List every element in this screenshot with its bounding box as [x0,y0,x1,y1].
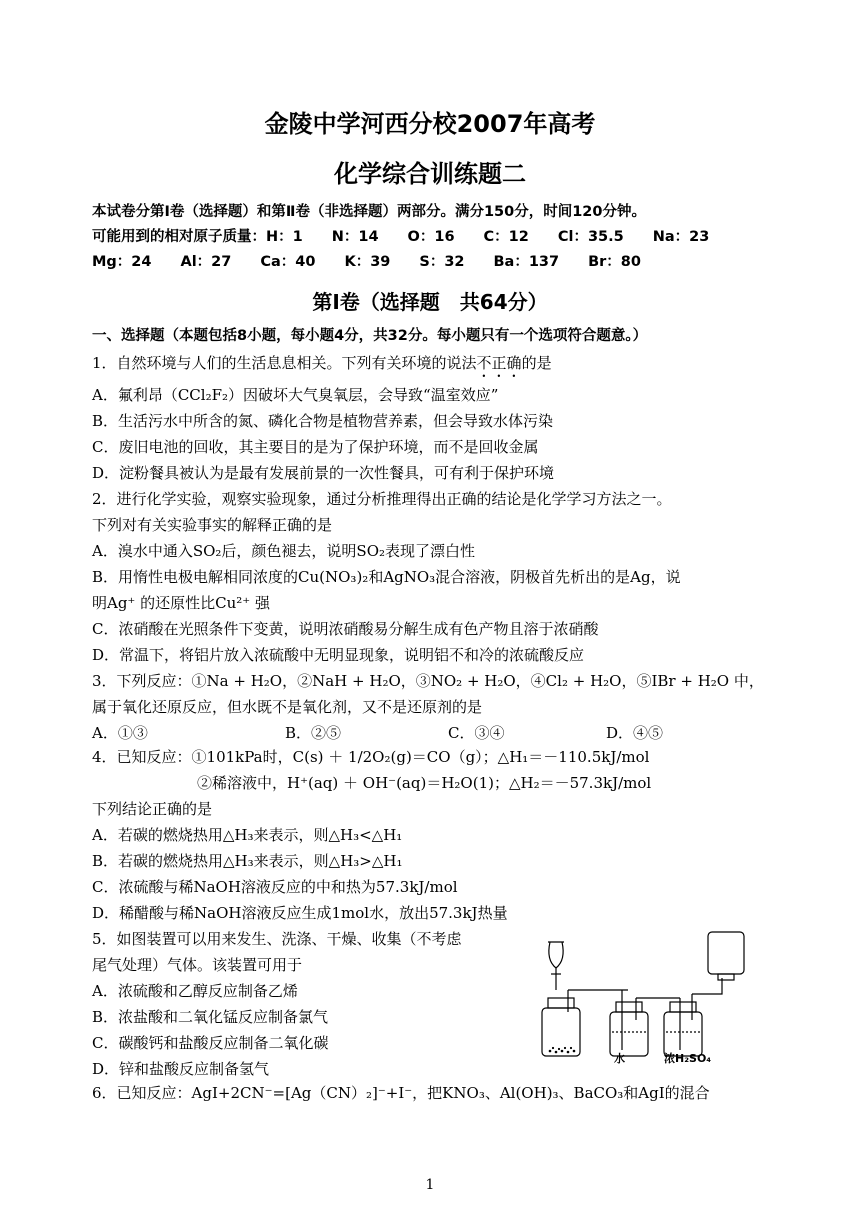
section-heading: 一、选择题（本题包括8小题，每小题4分，共32分。每小题只有一个选项符合题意。） [92,328,648,344]
intro-line-1: 本试卷分第Ⅰ卷（选择题）和第Ⅱ卷（非选择题）两部分。满分150分，时间120分钟。 [92,204,646,220]
q4-stem-3: 下列结论正确的是 [92,800,213,818]
q3-option-a: A．①③ [92,724,148,742]
q3-option-b: B．②⑤ [285,724,342,742]
q1-stem-a: 1．自然环境与人们的生活息息相关。下列有关环境的说法 [92,354,477,372]
q4-option-b: B．若碳的燃烧热用△H₃来表示，则△H₃>△H₁ [92,852,403,870]
q5-option-d: D．锌和盐酸反应制备氢气 [92,1060,270,1078]
intro-line-3: Mg：24 Al：27 Ca：40 K：39 S：32 Ba：137 Br：80 [92,254,641,270]
figure-label-water: 水 [614,1052,625,1065]
q3-option-c: C．③④ [448,724,505,742]
intro-line-2: 可能用到的相对原子质量：H：1 N：14 O：16 C：12 Cl：35.5 Na：23 [92,229,710,245]
q2-option-d: D．常温下，将铝片放入浓硫酸中无明显现象，说明铝不和冷的浓硫酸反应 [92,646,585,664]
collection-bottle [708,932,744,974]
q2-option-b-2: 明Ag⁺ 的还原性比Cu²⁺ 强 [92,594,270,612]
q4-option-d: D．稀醋酸与稀NaOH溶液反应生成1mol水，放出57.3kJ热量 [92,904,508,922]
q4-stem-1: 4．已知反应：①101kPa时，C(s) ＋ 1/2O₂(g)＝CO（g）；△H₁＝－110.5kJ/mol [92,748,650,766]
q1-option-d: D．淀粉餐具被认为是最有发展前景的一次性餐具，可有利于保护环境 [92,464,555,482]
q2-option-b-1: B．用惰性电极电解相同浓度的Cu(NO₃)₂和AgNO₃混合溶液，阴极首先析出的是Ag，说 [92,568,681,586]
part-heading: 第Ⅰ卷（选择题 共64分） [312,290,548,314]
generator-flask [542,1008,580,1056]
page-number: 1 [425,1177,435,1193]
exam-subtitle: 化学综合训练题二 [334,160,526,188]
q4-option-a: A．若碳的燃烧热用△H₃来表示，则△H₃<△H₁ [92,826,403,844]
figure-label-acid: 浓H₂SO₄ [664,1052,712,1065]
q1-option-c: C．废旧电池的回收，其主要目的是为了保护环境，而不是回收金属 [92,438,539,456]
q5-option-c: C．碳酸钙和盐酸反应制备二氧化碳 [92,1034,329,1052]
q4-option-c: C．浓硫酸与稀NaOH溶液反应的中和热为57.3kJ/mol [92,878,458,896]
q2-stem-1: 2．进行化学实验，观察实验现象，通过分析推理得出正确的结论是化学学习方法之一。 [92,490,672,508]
q5-stem-1: 5．如图装置可以用来发生、洗涤、干燥、收集（不考虑 [92,930,462,948]
q4-stem-2: ②稀溶液中，H⁺(aq) ＋ OH⁻(aq)＝H₂O(1)；△H₂＝－57.3kJ/mol [197,774,652,792]
q3-stem-1: 3．下列反应：①Na + H₂O，②NaH + H₂O，③NO₂ + H₂O，④Cl₂ + H₂O，⑤IBr + H₂O 中， [92,672,764,690]
q2-stem-2: 下列对有关实验事实的解释正确的是 [92,516,333,534]
q1-stem-emphasis: 不正确 [476,354,522,372]
exam-title: 金陵中学河西分校2007年高考 [264,110,596,138]
q2-option-c: C．浓硝酸在光照条件下变黄，说明浓硝酸易分解生成有色产物且溶于浓硝酸 [92,620,599,638]
q2-option-a: A．溴水中通入SO₂后，颜色褪去，说明SO₂表现了漂白性 [92,542,476,560]
q5-option-a: A．浓硫酸和乙醇反应制备乙烯 [92,982,298,1000]
q5-stem-2: 尾气处理）气体。该装置可用于 [92,956,303,974]
q6-stem-1: 6．已知反应：AgI+2CN⁻=[Ag（CN）₂]⁻+I⁻，把KNO₃、Al(OH)₃、BaCO₃和AgI的混合 [92,1084,710,1102]
q1-stem [92,352,768,381]
q3-stem-2: 属于氧化还原反应，但水既不是氧化剂，又不是还原剂的是 [92,698,483,716]
q1-option-b: B．生活污水中所含的氮、磷化合物是植物营养素，但会导致水体污染 [92,412,554,430]
apparatus-figure [536,928,758,1068]
q3-option-d: D．④⑤ [606,724,664,742]
q1-stem-b: 的是 [521,354,552,372]
separatory-funnel [548,942,564,968]
q5-option-b: B．浓盐酸和二氧化锰反应制备氯气 [92,1008,329,1026]
q1-option-a: A．氟利昂（CCl₂F₂）因破坏大气臭氧层，会导致“温室效应” [92,386,499,404]
